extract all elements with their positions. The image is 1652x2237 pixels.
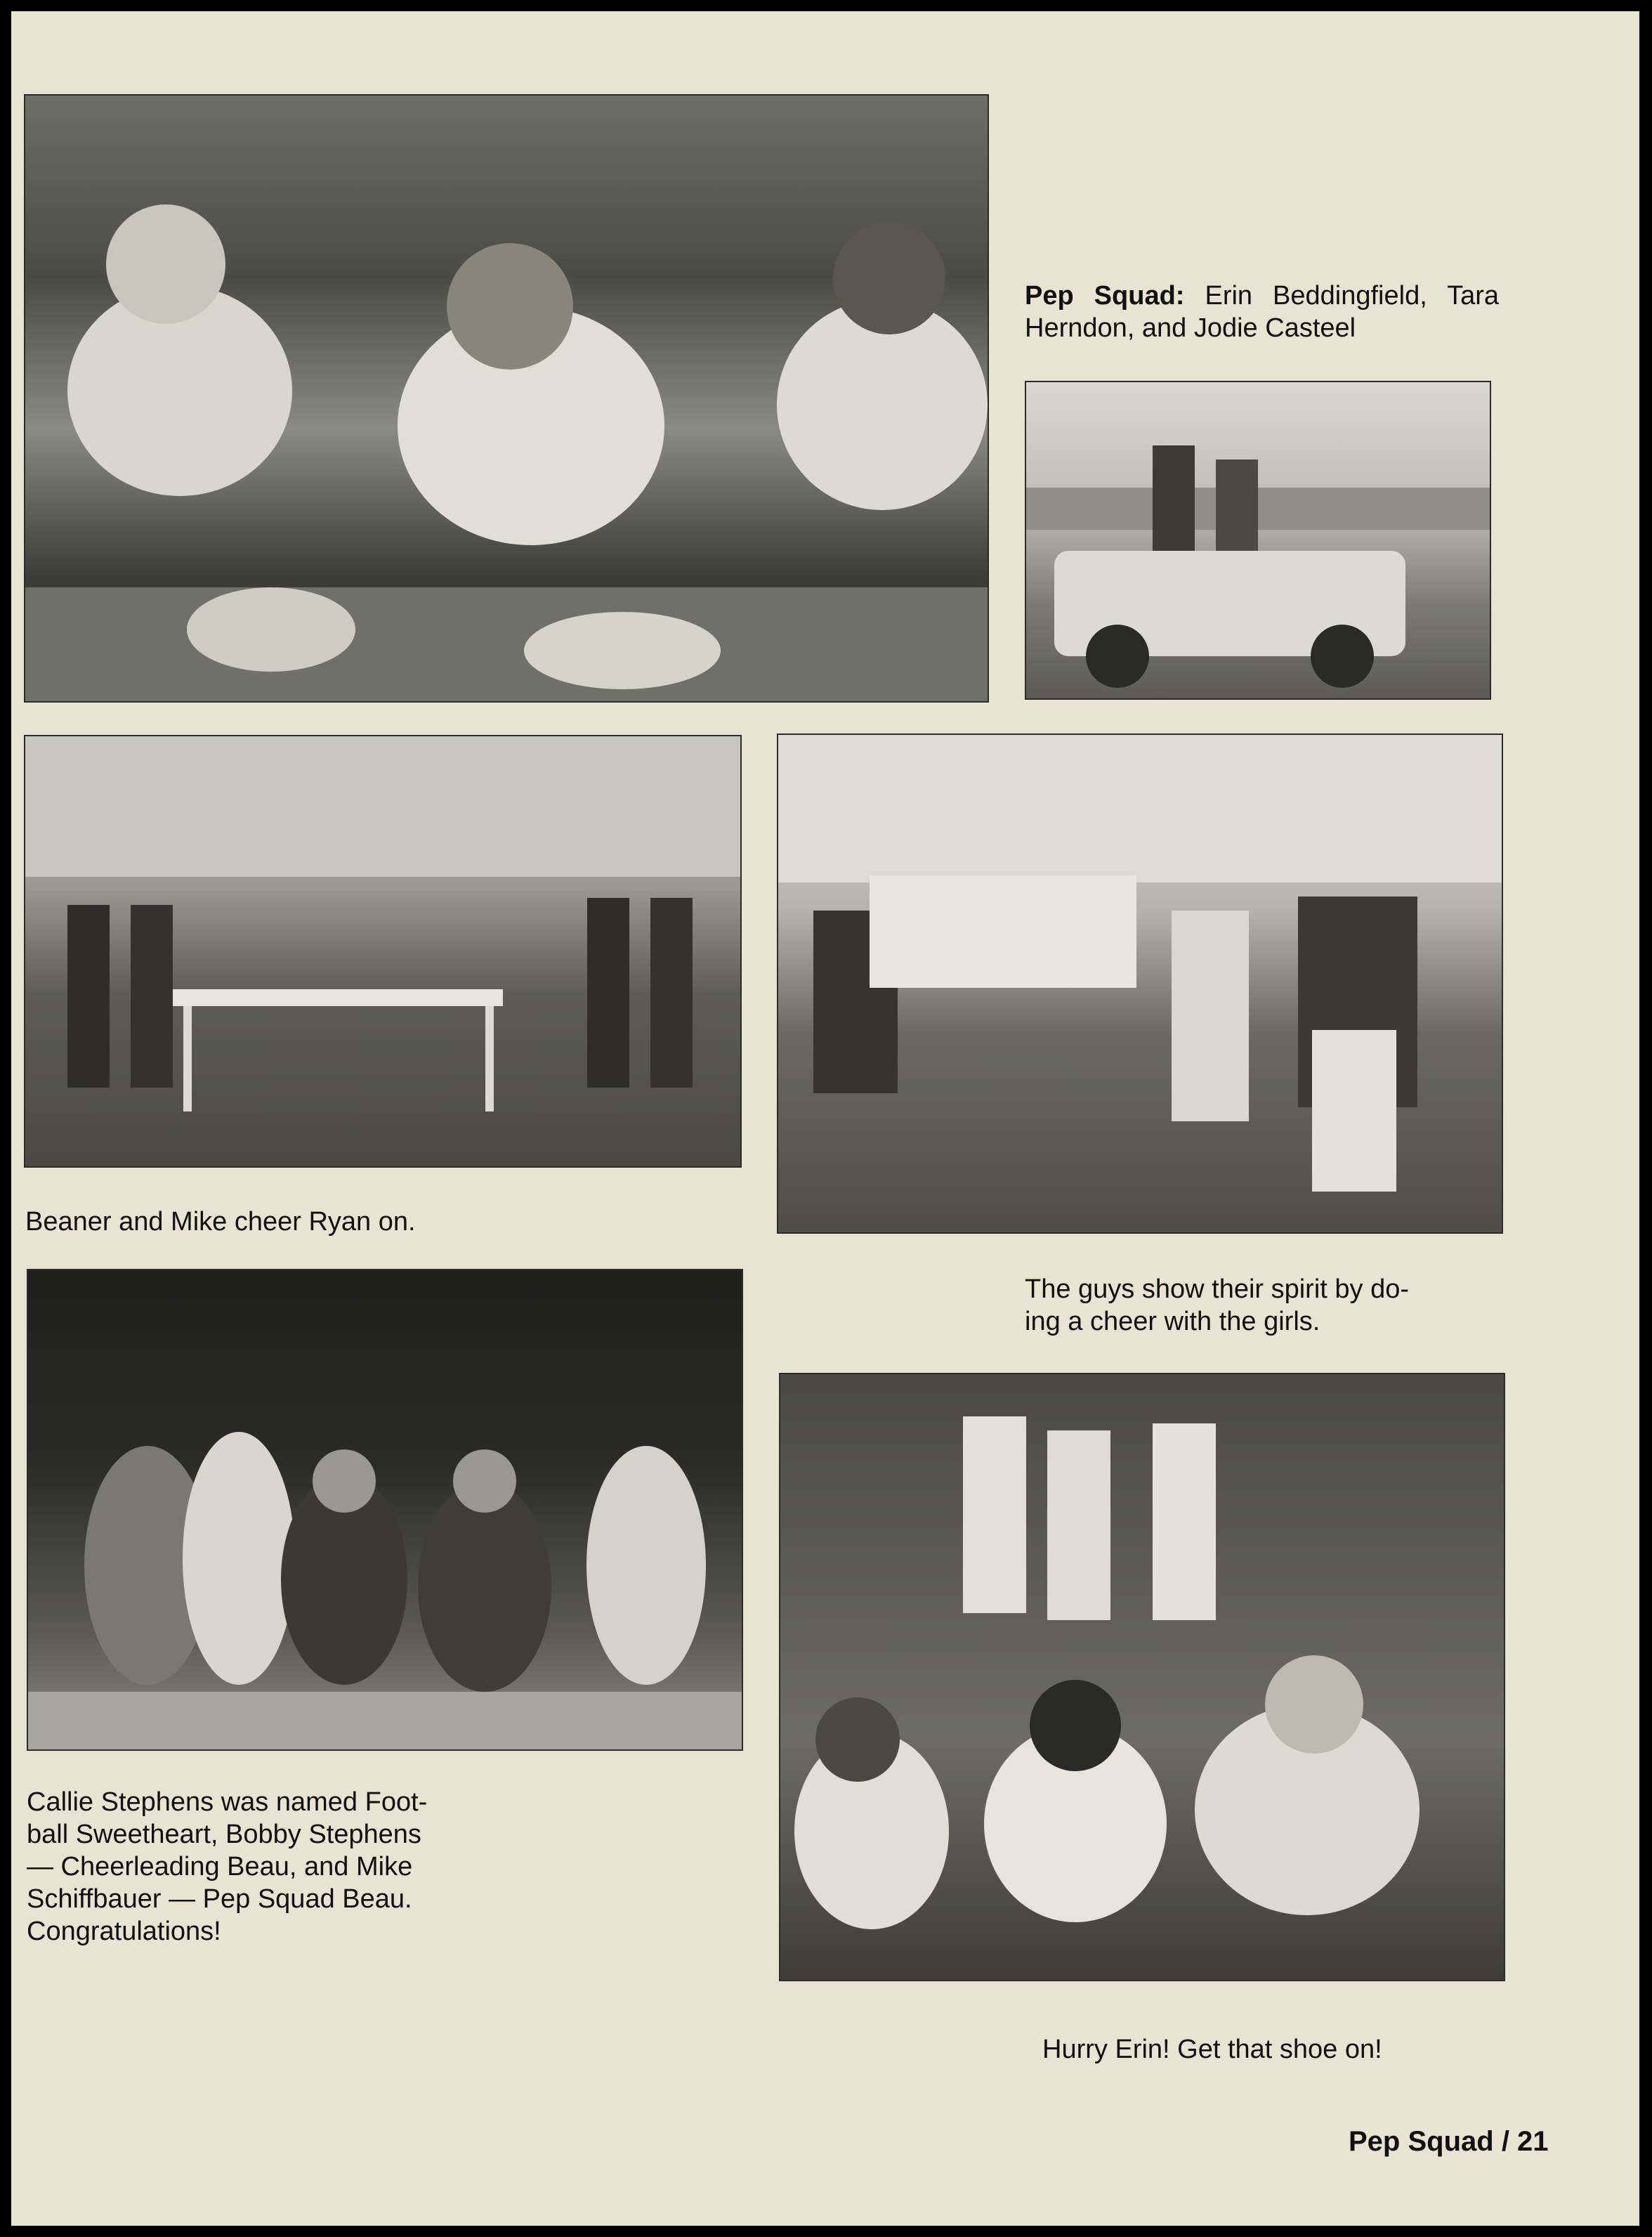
- yearbook-page: [11, 11, 1639, 2226]
- football-group-photo: [27, 1269, 743, 1751]
- folio-text: Pep Squad / 21: [1349, 2126, 1549, 2157]
- hurry-erin-caption: [1042, 2033, 1478, 2066]
- page-folio: [1349, 2126, 1549, 2158]
- pep-squad-label: Pep Squad:: [1025, 281, 1185, 311]
- guys-cheer-photo: [777, 733, 1503, 1234]
- callie-line-3: — Cheerleading Beau, and Mike: [27, 1852, 413, 1881]
- shoe-race-photo: [779, 1373, 1505, 1981]
- jeep-parade-photo: [1025, 381, 1491, 700]
- guys-spirit-line-1: The guys show their spirit by do-: [1025, 1274, 1410, 1304]
- callie-caption: [27, 1786, 518, 1948]
- pep-squad-trio-photo: [24, 94, 989, 703]
- pep-squad-names: Erin Beddingfield, Tara Herndon, and Jodie Casteel: [1025, 281, 1499, 343]
- guys-spirit-line-2: ing a cheer with the girls.: [1025, 1307, 1320, 1336]
- callie-line-5: Congratulations!: [27, 1917, 221, 1946]
- hurry-erin-text: Hurry Erin! Get that shoe on!: [1042, 2035, 1382, 2064]
- callie-line-4: Schiffbauer — Pep Squad Beau.: [27, 1884, 412, 1914]
- beaner-mike-text: Beaner and Mike cheer Ryan on.: [25, 1207, 416, 1237]
- guys-spirit-caption: [1025, 1273, 1502, 1338]
- beaner-mike-caption: [25, 1206, 728, 1238]
- pep-squad-caption: [1025, 280, 1499, 344]
- callie-line-1: Callie Stephens was named Foot-: [27, 1787, 428, 1817]
- gym-table-photo: [24, 735, 742, 1168]
- callie-line-2: ball Sweetheart, Bobby Stephens: [27, 1820, 421, 1849]
